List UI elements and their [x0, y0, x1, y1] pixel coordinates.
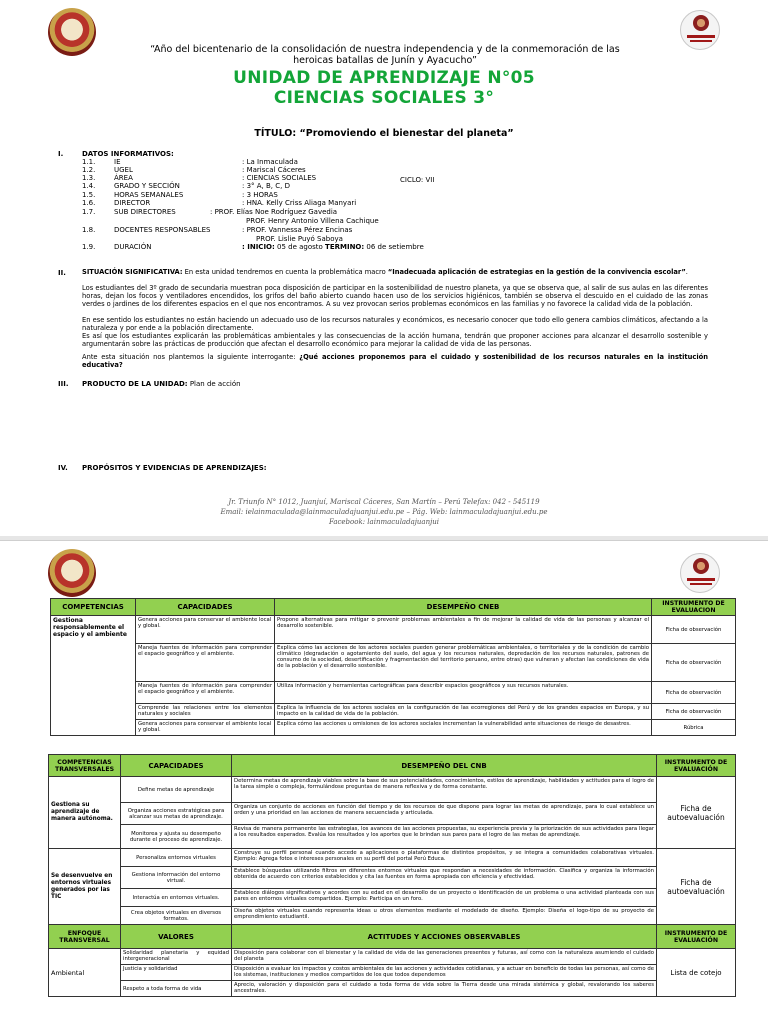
desempeno-cell: Explica cómo las acciones u omisiones de los actores sociales incrementan la vulnerabilidad ante situaciones de riesgo de desastres. [275, 720, 652, 736]
situacion-question: Ante esta situación nos plantemos la siguiente interrogante: ¿Qué acciones proponemos para el cuidado y sostenibilidad de los recursos naturales en la institución educativa? [82, 353, 708, 369]
year-motto: “Año del bicentenario de la consolidación de nuestra independencia y de la conmemoración de las heroicas batallas de Junín y Ayacucho” [150, 44, 620, 66]
datos-num: 1.2. [82, 166, 96, 174]
capacidad-cell: Monitorea y ajusta su desempeño durante el proceso de aprendizaje. [121, 825, 232, 849]
footer-facebook: Facebook: lainmaculadajuanjui [328, 518, 440, 526]
datos-label: IE [114, 158, 121, 166]
desempeno-cell: Explica la influencia de los actores sociales en la configuración de las ecorregiones del Perú y de los grandes espacios en Europa, y su impacto en la calidad de vida de la población. [275, 704, 652, 720]
desempeno-cell: Establece diálogos significativos y acordes con su edad en el desarrollo de un proyecto o identificación de un problema o una actividad planteada con sus pares en entornos virtuales compartidos. Ejemplo: Participa en un foro. [232, 889, 657, 907]
table-row [51, 644, 736, 682]
capacidad-cell: Interactúa en entornos virtuales. [121, 889, 232, 907]
document-page-2 [0, 540, 768, 1024]
datos-label: DIRECTOR [114, 199, 151, 207]
datos-label: UGEL [114, 166, 133, 174]
competencia-cell: Gestiona su aprendizaje de manera autónoma. [49, 777, 121, 849]
datos-num: 1.9. [82, 243, 96, 251]
datos-label: DOCENTES RESPONSABLES [114, 226, 211, 234]
table-header: INSTRUMENTO DE EVALUACIÓN [657, 925, 736, 949]
actitud-cell: Aprecio, valoración y disposición para el cuidado a toda forma de vida sobre la Tierra desde una mirada sistémica y global, revalorando los saberes ancestrales. [232, 981, 657, 997]
desempeno-cell: Diseña objetos virtuales cuando representa ideas u otros elementos mediante el modelado de diseño. Ejemplo: Diseña el logo-tipo de su proyecto de emprendimiento estudiantil. [232, 907, 657, 925]
desempeno-cell: Construye su perfil personal cuando accede a aplicaciones o plataformas de distintos propósitos, y se integra a comunidades colaborativas virtuales. Ejemplo: Agrega fotos e intereses personales en su perfil del portal Perú Educa. [232, 849, 657, 867]
instrumento-cell: Lista de cotejo [657, 949, 736, 997]
desempeno-cell: Determina metas de aprendizaje viables sobre la base de sus potencialidades, conocimientos, estilos de aprendizaje, habilidades y actitudes para el logro de la tarea simple o compleja, formulándose preguntas de manera reflexiva y de forma constante. [232, 777, 657, 803]
instrumento-cell: Ficha de autoevaluación [657, 849, 736, 925]
datos-ciclo: CICLO: VII [400, 176, 435, 184]
table-row [49, 981, 736, 997]
section-number: IV. [58, 464, 68, 472]
datos-label: ÁREA [114, 174, 133, 182]
table-header: DESEMPEÑO DEL CNB [232, 755, 657, 777]
datos-value: : 3° A, B, C, D [242, 182, 290, 190]
datos-label: DURACIÓN [114, 243, 152, 251]
table-row [51, 704, 736, 720]
datos-num: 1.8. [82, 226, 96, 234]
table-header: ENFOQUE TRANSVERSAL [49, 925, 121, 949]
footer-address: Jr. Triunfo N° 1012, Juanjuí, Mariscal Cáceres, San Martín – Perú Telefax: 042 - 545119 [228, 498, 540, 506]
table-header: COMPETENCIAS TRANSVERSALES [49, 755, 121, 777]
datos-num: 1.6. [82, 199, 96, 207]
actitud-cell: Disposición para colaborar con el bienestar y la calidad de vida de las generaciones presentes y futuras, así como con la naturaleza asumiendo el cuidado del planeta [232, 949, 657, 965]
capacidad-cell: Maneja fuentes de información para comprender el espacio geográfico y el ambiente. [136, 644, 275, 682]
datos-num: 1.4. [82, 182, 96, 190]
capacidad-cell: Gestiona información del entorno virtual. [121, 867, 232, 889]
producto-line: PRODUCTO DE LA UNIDAD: Plan de acción [82, 380, 241, 388]
capacidad-cell: Define metas de aprendizaje [121, 777, 232, 803]
datos-value: : La Inmaculada [242, 158, 298, 166]
instrumento-cell: Rúbrica [652, 720, 736, 736]
table-row [51, 616, 736, 644]
table-row [49, 803, 736, 825]
table-row [49, 889, 736, 907]
section-heading-datos: DATOS INFORMATIVOS: [82, 150, 174, 158]
valor-cell: Solidaridad planetaria y equidad intergeneracional [121, 949, 232, 965]
valor-cell: Respeto a toda forma de vida [121, 981, 232, 997]
table-row [49, 825, 736, 849]
competencia-cell: Gestiona responsablemente el espacio y el ambiente [51, 616, 136, 736]
situacion-paragraph: En ese sentido los estudiantes no están haciendo un adecuado uso de los recursos naturales y económicos, es necesario conocer que todo ello genera cambios climáticos, afectando a la naturaleza y por ende a la población directamente. [82, 316, 708, 332]
table-header: INSTRUMENTO DE EVALUACION [652, 599, 736, 616]
datos-value: PROF. Henry Antonio Villena Cachique [246, 217, 379, 225]
table-header: VALORES [121, 925, 232, 949]
course-title: CIENCIAS SOCIALES 3° [273, 88, 495, 108]
datos-value: : HNA. Kelly Criss Aliaga Manyari [242, 199, 357, 207]
capacidad-cell: Maneja fuentes de información para comprender el espacio geográfico y el ambiente. [136, 682, 275, 704]
desempeno-cell: Revisa de manera permanente las estrategias, los avances de las acciones propuestas, su experiencia previa y la priorización de sus actividades para llegar a los resultados esperados. Evalúa los resultados y los aportes que le brindan sus pares para el logro de las metas de aprendizaje. [232, 825, 657, 849]
instrumento-cell: Ficha de observación [652, 616, 736, 644]
datos-num: 1.3. [82, 174, 96, 182]
datos-num: 1.7. [82, 208, 96, 216]
desempeno-cell: Explica cómo las acciones de los actores sociales pueden generar problemáticas ambientales, o territoriales y de la condición de cambio climático (degradación o agotamiento del suelo, del agua y los recursos naturales, depredación de los recursos naturales, patrones de consumo de la sociedad, desertificación y fragmentación del territorio peruano, entre otras) que vulneran y afectan las condiciones de vida de la población y el desarrollo sostenible. [275, 644, 652, 682]
table-row [49, 867, 736, 889]
table-row [49, 777, 736, 803]
ugel-seal-logo [680, 553, 720, 593]
valor-cell: Justicia y solidaridad [121, 965, 232, 981]
situacion-lead: SITUACIÓN SIGNIFICATIVA: En esta unidad tendremos en cuenta la problemática macro “Inadecuada aplicación de estrategias en la gestión de la convivencia escolar”. [82, 268, 688, 276]
capacidad-cell: Organiza acciones estratégicas para alcanzar sus metas de aprendizaje. [121, 803, 232, 825]
table-row [49, 949, 736, 965]
desempeno-cell: Establece búsquedas utilizando filtros en diferentes entornos virtuales que respondan a necesidades de información. Clasifica y organiza la información obtenida de acuerdo con criterios establecidos y cita las fuentes en forma apropiada con eficiencia y efectividad. [232, 867, 657, 889]
table-row [51, 682, 736, 704]
table-header: ACTITUDES Y ACCIONES OBSERVABLES [232, 925, 657, 949]
situacion-paragraph: Los estudiantes del 3º grado de secundaria muestran poca disposición de participar en la sostenibilidad de nuestro planeta, ya que se observa que, al salir de sus aulas en las diferentes horas, dejan los focos y ventiladores encendidos, los grifos del baño abierto cuando hacen uso de los servicios higiénicos, también se observa el descuido en el cuidado de las zonas verdes o jardines de los diferentes espacios en el que nos encontramos. A su vez provocan serios problemas económicos en las familias y no favorece la calidad vida de la población. [82, 284, 708, 308]
competencias-transversales-table [48, 754, 736, 997]
datos-value: PROF. Lislie Puyó Saboya [256, 235, 343, 243]
competencias-table [50, 598, 736, 736]
capacidad-cell: Crea objetos virtuales en diversos formatos. [121, 907, 232, 925]
table-row [49, 849, 736, 867]
instrumento-cell: Ficha de autoevaluación [657, 777, 736, 849]
section-number: I. [58, 150, 64, 158]
desempeno-cell: Propone alternativas para mitigar o prevenir problemas ambientales a fin de mejorar la calidad de vida de las personas y alcanzar el desarrollo sostenible. [275, 616, 652, 644]
competencia-cell: Se desenvuelve en entornos virtuales generados por las TIC [49, 849, 121, 925]
capacidad-cell: Genera acciones para conservar el ambiente local y global. [136, 720, 275, 736]
unit-title: UNIDAD DE APRENDIZAJE N°05 [233, 68, 535, 88]
section-number: II. [58, 269, 66, 277]
table-row [49, 907, 736, 925]
datos-value: : PROF. Vannessa Pérez Encinas [242, 226, 353, 234]
section-number: III. [58, 380, 69, 388]
datos-duration: : INICIO: 05 de agosto TERMINO: 06 de setiembre [242, 243, 424, 251]
school-crest-logo [48, 549, 96, 597]
datos-label: SUB DIRECTORES [114, 208, 176, 216]
school-crest-logo [48, 8, 96, 56]
datos-value: : Mariscal Cáceres [242, 166, 306, 174]
desempeno-cell: Organiza un conjunto de acciones en función del tiempo y de los recursos de que dispone para lograr las metas de aprendizaje, para lo cual establece un orden y una prioridad en las acciones de manera secuenciada y articulada. [232, 803, 657, 825]
capacidad-cell: Comprende las relaciones entre los elementos naturales y sociales [136, 704, 275, 720]
instrumento-cell: Ficha de observación [652, 644, 736, 682]
datos-num: 1.1. [82, 158, 96, 166]
instrumento-cell: Ficha de observación [652, 682, 736, 704]
capacidad-cell: Personaliza entornos virtuales [121, 849, 232, 867]
enfoque-cell: Ambiental [49, 949, 121, 997]
datos-label: GRADO Y SECCIÓN [114, 182, 180, 190]
datos-value: : CIENCIAS SOCIALES [242, 174, 317, 182]
table-row [51, 720, 736, 736]
table-header: CAPACIDADES [121, 755, 232, 777]
unit-subtitle: TÍTULO: “Promoviendo el bienestar del planeta” [254, 128, 514, 139]
ugel-seal-logo [680, 10, 720, 50]
datos-num: 1.5. [82, 191, 96, 199]
actitud-cell: Disposición a evaluar los impactos y costos ambientales de las acciones y actividades cotidianas, y a actuar en beneficio de todas las personas, así como de los sistemas, instituciones y medios compartidos de los que todos dependemos [232, 965, 657, 981]
desempeno-cell: Utiliza información y herramientas cartográficas para describir espacios geográficos y sus recursos naturales. [275, 682, 652, 704]
instrumento-cell: Ficha de observación [652, 704, 736, 720]
table-header: DESEMPEÑO CNEB [275, 599, 652, 616]
situacion-paragraph: Es así que los estudiantes explicarán las problemáticas ambientales y las consecuencias de la acción humana, tendrán que proponer acciones para alcanzar el desarrollo sostenible y argumentarán sobre las prácticas de producción que afectan el desarrollo económico para mejorar la calidad de vida de las personas. [82, 332, 708, 348]
table-header: COMPETENCIAS [51, 599, 136, 616]
section-heading-propositos: PROPÓSITOS Y EVIDENCIAS DE APRENDIZAJES: [82, 464, 267, 472]
datos-value: : 3 HORAS [242, 191, 278, 199]
capacidad-cell: Genera acciones para conservar el ambiente local y global. [136, 616, 275, 644]
table-header: CAPACIDADES [136, 599, 275, 616]
datos-label: HORAS SEMANALES [114, 191, 184, 199]
footer-contact: Email: ielainmaculada@lainmaculadajuanjui.edu.pe – Pág. Web: lainmaculadajuanjui.edu.pe [220, 508, 548, 516]
datos-value: : PROF. Elías Noe Rodríguez Gavedia [210, 208, 338, 216]
table-header: INSTRUMENTO DE EVALUACIÓN [657, 755, 736, 777]
table-row [49, 965, 736, 981]
